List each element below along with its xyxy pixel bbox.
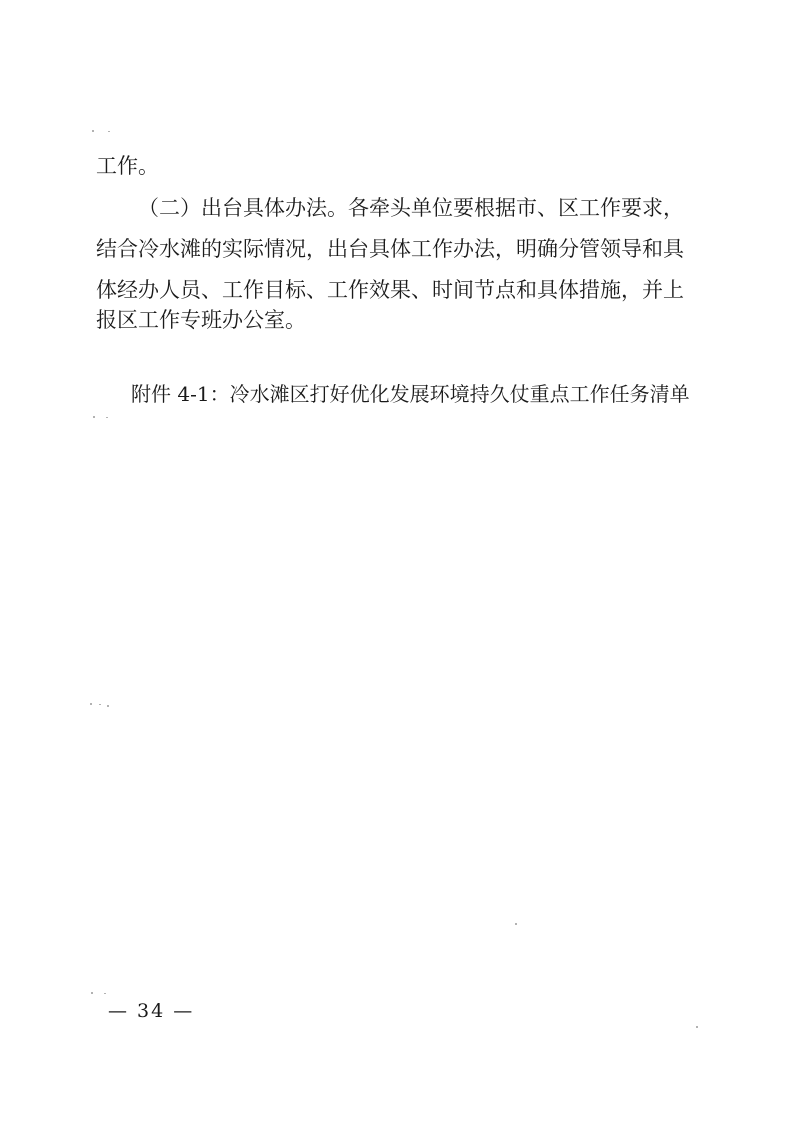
scan-speck: [91, 992, 93, 994]
scan-speck: [104, 993, 106, 994]
scan-speck: [696, 1026, 698, 1028]
scan-speck: [515, 923, 517, 925]
scan-speck: [90, 703, 92, 705]
body-text-line: 体经办人员、工作目标、工作效果、时间节点和具体措施，并上: [96, 278, 684, 302]
body-text-line: 结合冷水滩的实际情况，出台具体工作办法，明确分管领导和具: [96, 237, 684, 261]
page-number: — 34 —: [108, 1000, 195, 1022]
body-text-line: 报区工作专班办公室。: [96, 308, 306, 332]
scan-speck: [93, 416, 95, 418]
body-text-line: 工作。: [96, 154, 159, 178]
section-heading-paragraph: （二）出台具体办法。各牵头单位要根据市、区工作要求，: [138, 196, 684, 220]
scan-speck: [108, 131, 110, 132]
scan-speck: [106, 417, 108, 418]
scan-speck: [107, 705, 109, 707]
scan-speck: [99, 704, 101, 705]
scan-speck: [92, 130, 94, 132]
attachment-reference: 附件 4-1：冷水滩区打好优化发展环境持久仗重点工作任务清单: [131, 382, 690, 406]
